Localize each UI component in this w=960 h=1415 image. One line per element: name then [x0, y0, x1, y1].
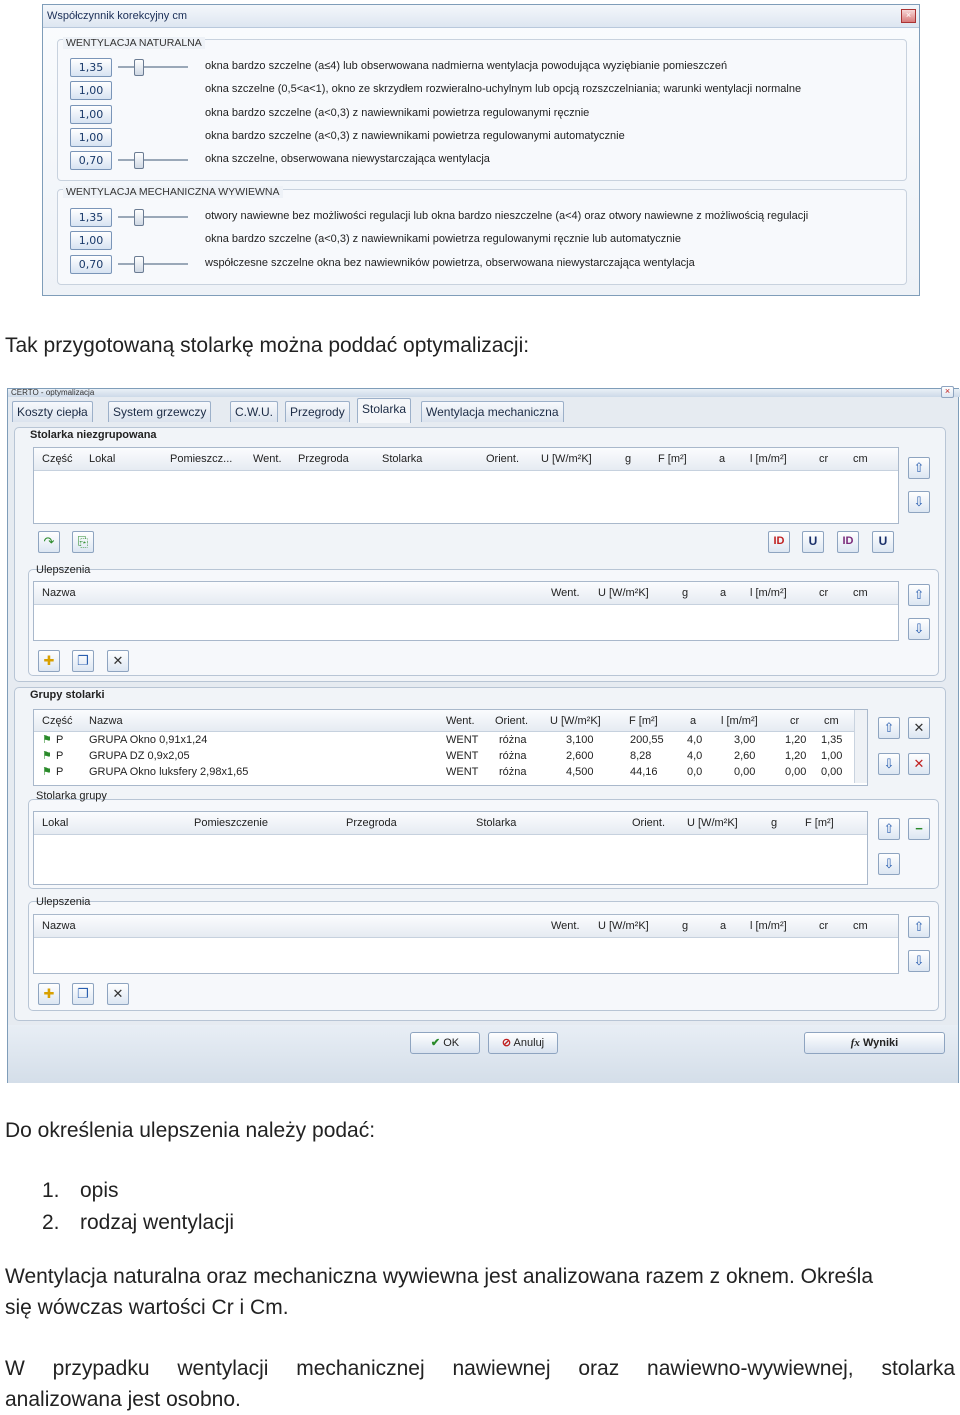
paragraph-mechanical-line2: analizowana jest osobno.: [5, 1388, 241, 1411]
natural-value-button[interactable]: 1,00: [70, 81, 112, 100]
col-g[interactable]: g: [625, 453, 632, 465]
cell-orient: różna: [499, 750, 527, 762]
col-orient[interactable]: Orient.: [495, 715, 529, 727]
col-cr[interactable]: cr: [819, 453, 829, 465]
natural-option-label[interactable]: okna szczelne, obserwowana niewystarczająca wentylacja: [205, 153, 490, 166]
col-went[interactable]: Went.: [551, 920, 580, 932]
natural-option-label[interactable]: okna szczelne (0,5<a<1), okno ze skrzydłem rozwieralno-uchylnym lub opcją rozszczelniania; warunki wentylacji normalne: [205, 83, 802, 96]
slider-thumb[interactable]: [134, 152, 144, 169]
results-button[interactable]: [804, 1032, 945, 1054]
ungrouped-grid-header: [34, 448, 898, 471]
improvements-title-1: Ulepszenia: [36, 564, 91, 576]
cell-f: 200,55: [630, 734, 664, 746]
list-item-2-text: rodzaj wentylacji: [80, 1211, 235, 1234]
natural-value-button[interactable]: 1,00: [70, 128, 112, 147]
col-cr[interactable]: cr: [790, 715, 800, 727]
add-icon[interactable]: ✚: [38, 650, 60, 672]
col-a[interactable]: a: [720, 587, 727, 599]
col-u[interactable]: U [W/m²K]: [550, 715, 601, 727]
move-down-arrow-icon[interactable]: ⇩: [878, 753, 900, 775]
id-u-tool-button[interactable]: ID: [837, 531, 859, 553]
group-windows-grid[interactable]: [33, 811, 868, 885]
slider-thumb[interactable]: [134, 209, 144, 226]
cell-cm: 1,00: [821, 750, 843, 762]
slider-track: [118, 66, 188, 68]
groups-grid[interactable]: [33, 709, 868, 786]
mechanical-ventilation-legend: WENTYLACJA MECHANICZNA WYWIEWNA: [63, 186, 283, 198]
col-stolarka[interactable]: Stolarka: [476, 817, 517, 829]
col-l[interactable]: l [m/m²]: [750, 587, 787, 599]
col-lokal[interactable]: Lokal: [42, 817, 69, 829]
results-label: Wyniki: [862, 1037, 899, 1049]
paragraph-ventilation-line2: się wówczas wartości Cr i Cm.: [5, 1296, 289, 1319]
cell-name: GRUPA Okno 0,91x1,24: [89, 734, 208, 746]
mechanical-option-label[interactable]: otwory nawiewne bez możliwości regulacji lub okna bardzo nieszczelne (a<4) oraz otwory nawiewne z możliwością regulacji: [205, 210, 809, 222]
col-went[interactable]: Went.: [253, 453, 282, 465]
col-cm[interactable]: cm: [853, 920, 868, 932]
table-row[interactable]: [34, 749, 854, 765]
group-windows-grid-header: [34, 812, 867, 835]
cell-orient: różna: [499, 734, 527, 746]
delete-icon[interactable]: ✕: [107, 983, 129, 1005]
remove-all-icon[interactable]: ✕: [908, 753, 930, 775]
ungrouped-title: Stolarka niezgrupowana: [30, 429, 157, 441]
col-a[interactable]: a: [720, 920, 727, 932]
slider-thumb[interactable]: [134, 59, 144, 76]
improvements-grid-2-header: [34, 915, 898, 938]
natural-slider[interactable]: [118, 59, 188, 75]
natural-value-button[interactable]: 1,00: [70, 105, 112, 124]
slider-track: [118, 263, 188, 265]
tab-system-grzewczy[interactable]: System grzewczy: [108, 401, 211, 422]
delete-icon[interactable]: ✕: [107, 650, 129, 672]
tab-cwu[interactable]: C.W.U.: [230, 401, 278, 422]
tab-wentylacja-mechaniczna[interactable]: Wentylacja mechaniczna: [421, 401, 564, 422]
cell-name: GRUPA Okno luksfery 2,98x1,65: [89, 766, 249, 778]
cell-cr: 1,20: [785, 734, 807, 746]
move-up-arrow-icon[interactable]: ⇧: [878, 818, 900, 840]
col-g[interactable]: g: [682, 587, 689, 599]
flag-icon: ⚑: [42, 766, 52, 778]
cell-part: P: [56, 734, 64, 746]
cell-a: 4,0: [687, 750, 703, 762]
natural-slider[interactable]: [118, 152, 188, 168]
cell-cr: 0,00: [785, 766, 807, 778]
col-nazwa[interactable]: Nazwa: [89, 715, 123, 727]
col-g[interactable]: g: [771, 817, 778, 829]
mechanical-option-label[interactable]: współczesne szczelne okna bez nawiewników powietrza, obserwowana niewystarczająca wentylacja: [205, 256, 695, 269]
col-cm[interactable]: cm: [824, 715, 839, 727]
improvements-grid-2[interactable]: [33, 914, 899, 974]
col-przegroda[interactable]: Przegroda: [346, 817, 397, 829]
table-row[interactable]: [34, 733, 854, 749]
id-tool-button[interactable]: ID: [768, 531, 790, 553]
cell-cm: 1,35: [821, 734, 843, 746]
col-u[interactable]: U [W/m²K]: [541, 453, 592, 465]
add-icon[interactable]: ✚: [38, 983, 60, 1005]
groups-title: Grupy stolarki: [30, 689, 105, 701]
col-f[interactable]: F [m²]: [658, 453, 687, 465]
move-up-arrow-icon[interactable]: ⇧: [908, 457, 930, 479]
paragraph-mechanical-line1: W przypadku wentylacji mechanicznej nawiewnej oraz nawiewno-wywiewnej, stolarka: [5, 1357, 955, 1380]
move-up-arrow-icon[interactable]: ⇧: [878, 717, 900, 739]
col-orient[interactable]: Orient.: [486, 453, 520, 465]
delete-group-icon[interactable]: ✕: [908, 717, 930, 739]
window-close-icon[interactable]: ×: [941, 386, 954, 398]
paragraph-ventilation-line1: Wentylacja naturalna oraz mechaniczna wywiewna jest analizowana razem z oknem. Określa: [5, 1265, 874, 1288]
remove-row-icon[interactable]: −: [908, 818, 930, 840]
cell-orient: różna: [499, 766, 527, 778]
u-tool-button[interactable]: U: [802, 531, 824, 553]
cell-a: 0,0: [687, 766, 703, 778]
cell-went: WENT: [446, 750, 479, 762]
move-down-arrow-icon[interactable]: ⇩: [908, 618, 930, 640]
col-l[interactable]: l [m/m²]: [750, 920, 787, 932]
groups-grid-header: [34, 710, 867, 732]
mechanical-value-button[interactable]: 1,00: [70, 231, 112, 250]
improvements-grid-1[interactable]: [33, 581, 899, 641]
cell-u: 2,600: [566, 750, 594, 762]
flag-icon: ⚑: [42, 734, 52, 746]
cancel-label: Anuluj: [513, 1037, 545, 1049]
col-f[interactable]: F [m²]: [805, 817, 834, 829]
col-u[interactable]: U [W/m²K]: [598, 587, 649, 599]
slider-thumb[interactable]: [134, 256, 144, 273]
cell-name: GRUPA DZ 0,9x2,05: [89, 750, 190, 762]
col-przegroda[interactable]: Przegroda: [298, 453, 349, 465]
list-item-1-text: opis: [80, 1179, 119, 1202]
col-went[interactable]: Went.: [446, 715, 475, 727]
close-icon[interactable]: ×: [901, 9, 916, 23]
cell-part: P: [56, 766, 64, 778]
col-l[interactable]: l [m/m²]: [750, 453, 787, 465]
col-nazwa[interactable]: Nazwa: [42, 587, 76, 599]
natural-value-button[interactable]: 0,70: [70, 151, 112, 170]
natural-ventilation-legend: WENTYLACJA NATURALNA: [63, 37, 205, 49]
cell-u: 4,500: [566, 766, 594, 778]
improvements-grid-1-header: [34, 582, 898, 605]
col-went[interactable]: Went.: [551, 587, 580, 599]
copy-icon[interactable]: ❐: [72, 983, 94, 1005]
check-icon: ✔: [430, 1037, 441, 1049]
mechanical-value-button[interactable]: 0,70: [70, 255, 112, 274]
col-cm[interactable]: cm: [853, 453, 868, 465]
cell-went: WENT: [446, 734, 479, 746]
col-cm[interactable]: cm: [853, 587, 868, 599]
groups-scrollbar[interactable]: [854, 710, 867, 783]
tab-przegrody[interactable]: Przegrody: [285, 401, 350, 422]
mechanical-slider[interactable]: [118, 256, 188, 272]
cancel-icon: ⊘: [501, 1037, 512, 1049]
col-f[interactable]: F [m²]: [629, 715, 658, 727]
col-cr[interactable]: cr: [819, 587, 829, 599]
col-lokal[interactable]: Lokal: [89, 453, 116, 465]
ungrouped-grid[interactable]: [33, 447, 899, 524]
col-nazwa[interactable]: Nazwa: [42, 920, 76, 932]
paragraph-intro: Tak przygotowaną stolarkę można poddać optymalizacji:: [5, 334, 530, 357]
flag-icon: ⚑: [42, 750, 52, 762]
move-up-arrow-icon[interactable]: ⇧: [908, 584, 930, 606]
cell-l: 3,00: [734, 734, 756, 746]
col-pomieszcz[interactable]: Pomieszcz...: [170, 453, 233, 465]
natural-option-label[interactable]: okna bardzo szczelne (a<0,3) z nawiewnikami powietrza regulowanymi ręcznie: [205, 106, 590, 119]
copy-icon[interactable]: ❐: [72, 650, 94, 672]
move-down-arrow-icon[interactable]: ⇩: [908, 491, 930, 513]
cell-f: 8,28: [630, 750, 652, 762]
slider-track: [118, 159, 188, 161]
group-undo-icon[interactable]: ↷: [38, 531, 60, 553]
cell-f: 44,16: [630, 766, 658, 778]
fx-icon: fx: [850, 1037, 860, 1049]
col-u[interactable]: U [W/m²K]: [598, 920, 649, 932]
cell-a: 4,0: [687, 734, 703, 746]
mechanical-value-button[interactable]: 1,35: [70, 208, 112, 227]
col-a[interactable]: a: [690, 715, 697, 727]
natural-option-label[interactable]: okna bardzo szczelne (a≤4) lub obserwowana nadmierna wentylacja powodująca wyziębianie pomieszczeń: [205, 60, 728, 72]
tab-koszty-ciepla[interactable]: Koszty ciepła: [12, 401, 93, 422]
cancel-button[interactable]: [488, 1032, 558, 1054]
natural-value-button[interactable]: 1,35: [70, 58, 112, 77]
cell-went: WENT: [446, 766, 479, 778]
dialog-title: Współczynnik korekcyjny cm: [43, 5, 919, 28]
cell-cr: 1,20: [785, 750, 807, 762]
cell-cm: 0,00: [821, 766, 843, 778]
slider-track: [118, 216, 188, 218]
col-l[interactable]: l [m/m²]: [721, 715, 758, 727]
move-down-arrow-icon[interactable]: ⇩: [878, 853, 900, 875]
mechanical-option-label[interactable]: okna bardzo szczelne (a<0,3) z nawiewnikami powietrza regulowanymi ręcznie lub automatycznie: [205, 233, 681, 246]
col-a[interactable]: a: [719, 453, 726, 465]
ok-button[interactable]: [410, 1032, 480, 1054]
mechanical-slider[interactable]: [118, 209, 188, 225]
improvements-title-2: Ulepszenia: [36, 896, 91, 908]
correction-factor-dialog: [42, 4, 920, 296]
col-czesc[interactable]: Część: [42, 715, 73, 727]
optimization-window: [7, 388, 959, 1083]
cell-part: P: [56, 750, 64, 762]
move-up-arrow-icon[interactable]: ⇧: [908, 916, 930, 938]
list-item-2-number: 2.: [42, 1211, 60, 1234]
paragraph-improvement: Do określenia ulepszenia należy podać:: [5, 1119, 376, 1142]
ok-label: OK: [443, 1037, 460, 1049]
table-row[interactable]: [34, 765, 854, 781]
col-orient[interactable]: Orient.: [632, 817, 666, 829]
move-down-arrow-icon[interactable]: ⇩: [908, 950, 930, 972]
col-czesc[interactable]: Część: [42, 453, 73, 465]
col-pomieszczenie[interactable]: Pomieszczenie: [194, 817, 268, 829]
tab-stolarka[interactable]: Stolarka: [357, 398, 411, 423]
cell-l: 0,00: [734, 766, 756, 778]
list-item-1-number: 1.: [42, 1179, 60, 1202]
cell-l: 2,60: [734, 750, 756, 762]
group-windows-title: Stolarka grupy: [36, 790, 107, 802]
u-filter-tool-button[interactable]: U: [872, 531, 894, 553]
col-u[interactable]: U [W/m²K]: [687, 817, 738, 829]
col-cr[interactable]: cr: [819, 920, 829, 932]
cell-u: 3,100: [566, 734, 594, 746]
col-stolarka[interactable]: Stolarka: [382, 453, 423, 465]
col-g[interactable]: g: [682, 920, 689, 932]
window-title: CERTO - optymalizacja: [8, 389, 960, 397]
group-add-icon[interactable]: ⎘: [72, 531, 94, 553]
natural-option-label[interactable]: okna bardzo szczelne (a<0,3) z nawiewnikami powietrza regulowanymi automatycznie: [205, 129, 625, 142]
